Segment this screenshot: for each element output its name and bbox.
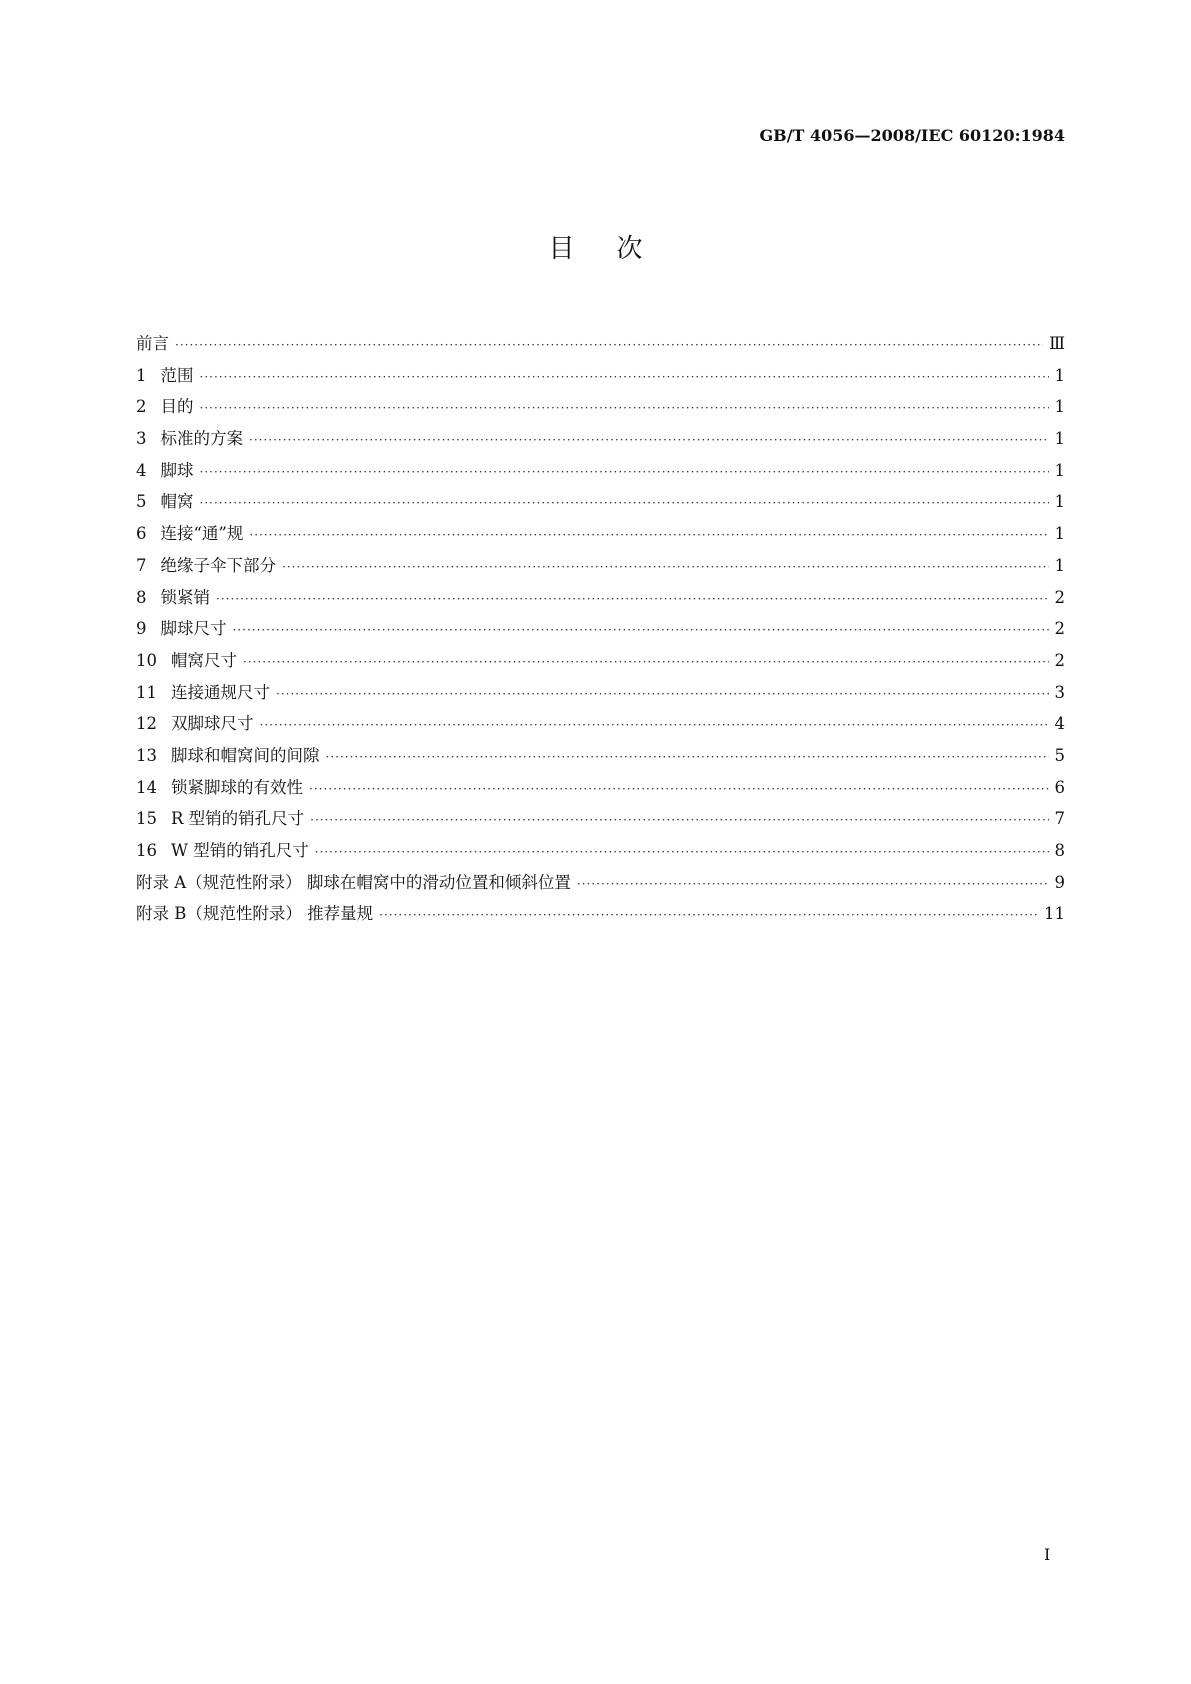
toc-entry[interactable] xyxy=(136,584,1065,616)
toc-entry-number: 2 xyxy=(136,397,147,417)
toc-entry-page: 7 xyxy=(1054,809,1065,829)
toc-entry-page: 5 xyxy=(1054,745,1065,765)
toc-entry[interactable] xyxy=(136,805,1065,837)
dot-leader xyxy=(249,528,1048,542)
toc-entry-number: 6 xyxy=(136,524,147,544)
dot-leader xyxy=(200,465,1049,479)
dot-leader xyxy=(260,718,1049,732)
dot-leader xyxy=(243,655,1049,669)
dot-leader xyxy=(326,750,1049,764)
toc-entry[interactable] xyxy=(136,869,1065,901)
toc-entry-number: 16 xyxy=(136,841,157,860)
toc-entry-number: 11 xyxy=(136,682,157,702)
toc-entry-page: 1 xyxy=(1054,397,1065,417)
toc-entry-page: 11 xyxy=(1044,904,1065,924)
toc-entry-page: 2 xyxy=(1054,650,1065,670)
toc-entry-page: 2 xyxy=(1054,619,1065,639)
toc-entry[interactable] xyxy=(136,520,1065,552)
toc-entry-label: 帽窝 xyxy=(160,492,194,512)
toc-entry-label: 附录 B（规范性附录） 推荐量规 xyxy=(136,904,374,924)
toc-entry-label: W 型销的销孔尺寸 xyxy=(171,841,309,860)
dot-leader xyxy=(200,401,1049,415)
toc-entry-label: 目的 xyxy=(160,397,194,417)
toc-entry-page: 1 xyxy=(1054,429,1065,449)
page-title xyxy=(0,228,1191,265)
toc-entry[interactable] xyxy=(136,488,1065,520)
toc-entry-number: 9 xyxy=(136,619,147,639)
dot-leader xyxy=(175,338,1043,352)
toc-entry-label: 双脚球尺寸 xyxy=(171,714,254,734)
dot-leader xyxy=(315,845,1049,859)
toc-entry-page: 3 xyxy=(1054,682,1065,702)
toc-entry-number: 10 xyxy=(136,650,157,670)
title-char-1: 目 xyxy=(548,234,575,264)
dot-leader xyxy=(216,592,1049,606)
dot-leader xyxy=(282,560,1049,574)
dot-leader xyxy=(309,782,1049,796)
toc-entry-number: 15 xyxy=(136,809,157,829)
toc-entry-number: 12 xyxy=(136,714,157,734)
toc-entry-page: Ⅲ xyxy=(1049,334,1065,353)
toc-entry-label: 绝缘子伞下部分 xyxy=(160,555,276,575)
dot-leader xyxy=(310,813,1048,827)
toc-entry[interactable] xyxy=(136,900,1065,932)
toc-entry-page: 1 xyxy=(1054,492,1065,512)
toc-entry-page: 6 xyxy=(1054,777,1065,797)
toc-entry[interactable] xyxy=(136,552,1065,584)
dot-leader xyxy=(577,877,1049,891)
toc-entry-label: 标准的方案 xyxy=(160,429,243,449)
toc-entry-page: 1 xyxy=(1054,555,1065,575)
toc-entry-label: 帽窝尺寸 xyxy=(171,650,237,670)
page-number: I xyxy=(1044,1545,1051,1564)
toc-entry-label: 连接“通”规 xyxy=(160,524,244,544)
toc-entry-label: R 型销的销孔尺寸 xyxy=(171,809,305,829)
toc-entry[interactable] xyxy=(136,710,1065,742)
toc-entry-number: 1 xyxy=(136,365,147,385)
toc-entry-label: 锁紧销 xyxy=(160,587,210,607)
dot-leader xyxy=(276,687,1049,701)
toc-entry-label: 脚球尺寸 xyxy=(160,619,227,639)
toc-entry[interactable] xyxy=(136,457,1065,489)
toc-entry-label: 脚球和帽窝间的间隙 xyxy=(171,745,320,765)
toc-entry-label: 前言 xyxy=(136,334,169,353)
toc-entry-label: 脚球 xyxy=(160,460,194,480)
toc-entry-number: 13 xyxy=(136,745,157,765)
toc-entry-number: 3 xyxy=(136,429,147,449)
toc-entry[interactable] xyxy=(136,679,1065,711)
title-char-2: 次 xyxy=(616,234,643,264)
toc-entry-number: 4 xyxy=(136,460,147,480)
dot-leader xyxy=(200,370,1049,384)
toc-entry-page: 2 xyxy=(1054,587,1065,607)
toc-entry[interactable] xyxy=(136,647,1065,679)
standard-code: GB/T 4056—2008/IEC 60120:1984 xyxy=(759,126,1065,145)
toc-entry[interactable] xyxy=(136,837,1065,869)
toc-entry[interactable] xyxy=(136,330,1065,362)
toc-entry[interactable] xyxy=(136,742,1065,774)
toc-entry-number: 5 xyxy=(136,492,147,512)
toc-entry[interactable] xyxy=(136,425,1065,457)
toc-entry-page: 4 xyxy=(1054,714,1065,734)
toc-entry-label: 范围 xyxy=(160,365,194,385)
toc-entry-page: 9 xyxy=(1054,872,1065,892)
toc-entry-label: 附录 A（规范性附录） 脚球在帽窝中的滑动位置和倾斜位置 xyxy=(136,872,571,892)
toc-entry-number: 14 xyxy=(136,777,157,797)
toc-entry-number: 7 xyxy=(136,555,147,575)
dot-leader xyxy=(379,908,1038,922)
toc-entry-page: 1 xyxy=(1054,365,1065,385)
toc-entry-label: 连接通规尺寸 xyxy=(171,682,270,702)
toc-entry-page: 1 xyxy=(1054,524,1065,544)
toc-entry-label: 锁紧脚球的有效性 xyxy=(171,777,303,797)
toc-entry[interactable] xyxy=(136,362,1065,394)
toc-entry[interactable] xyxy=(136,615,1065,647)
toc-entry-page: 1 xyxy=(1054,460,1065,480)
table-of-contents xyxy=(136,330,1065,932)
dot-leader xyxy=(200,496,1049,510)
dot-leader xyxy=(233,623,1049,637)
toc-entry[interactable] xyxy=(136,393,1065,425)
dot-leader xyxy=(249,433,1049,447)
toc-entry-page: 8 xyxy=(1054,841,1065,860)
toc-entry-number: 8 xyxy=(136,587,147,607)
toc-entry[interactable] xyxy=(136,774,1065,806)
